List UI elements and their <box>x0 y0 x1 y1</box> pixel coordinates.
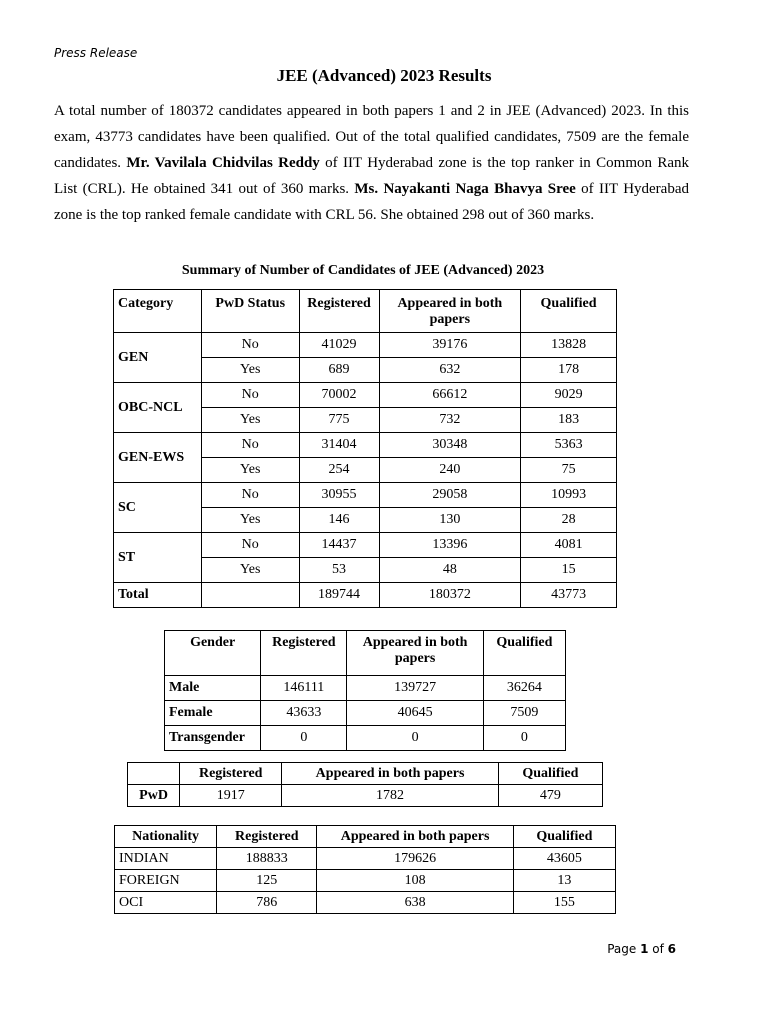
intro-paragraph <box>54 98 689 228</box>
gender-cell: Male <box>165 676 261 701</box>
pwd-label: PwD <box>128 785 180 807</box>
gender-table <box>164 630 566 751</box>
pwd-cell: Yes <box>201 358 299 383</box>
registered-cell: 1917 <box>180 785 282 807</box>
qualified-cell: 43605 <box>513 848 615 870</box>
qualified-cell: 13828 <box>521 333 617 358</box>
page-word: Page <box>607 942 641 956</box>
header-registered: Registered <box>299 290 379 333</box>
appeared-cell: 0 <box>347 726 483 751</box>
appeared-cell: 179626 <box>317 848 513 870</box>
category-summary-table <box>113 289 617 608</box>
registered-cell: 53 <box>299 558 379 583</box>
nationality-cell: FOREIGN <box>115 870 217 892</box>
appeared-cell: 130 <box>379 508 521 533</box>
category-cell: OBC-NCL <box>114 383 202 433</box>
appeared-cell: 40645 <box>347 701 483 726</box>
intro-text-3: of IIT Hyderabad zone is the top ranked female candidate with CRL 56. She obtained 298 out of 360 marks. <box>54 181 689 223</box>
appeared-cell: 66612 <box>379 383 521 408</box>
header-qualified: Qualified <box>521 290 617 333</box>
of-word: of <box>648 942 668 956</box>
category-cell: ST <box>114 533 202 583</box>
registered-cell: 188833 <box>217 848 317 870</box>
current-page: 1 <box>640 942 649 956</box>
registered-cell: 786 <box>217 892 317 914</box>
registered-cell: 254 <box>299 458 379 483</box>
qualified-cell: 75 <box>521 458 617 483</box>
qualified-cell: 36264 <box>483 676 565 701</box>
table-row <box>165 676 566 701</box>
intro-text-2: of IIT Hyderabad zone is the top ranker in Common Rank List (CRL). He obtained 341 out of 360 marks. <box>54 155 689 197</box>
qualified-cell: 183 <box>521 408 617 433</box>
appeared-cell: 240 <box>379 458 521 483</box>
qualified-cell: 28 <box>521 508 617 533</box>
table-row <box>165 726 566 751</box>
total-row <box>114 583 617 608</box>
header-appeared: Appeared in both papers <box>282 763 498 785</box>
pwd-cell: No <box>201 433 299 458</box>
appeared-cell: 30348 <box>379 433 521 458</box>
registered-cell: 43633 <box>261 701 347 726</box>
registered-cell: 125 <box>217 870 317 892</box>
table-row <box>128 785 603 807</box>
table-header-row <box>128 763 603 785</box>
table-row <box>114 433 617 458</box>
registered-cell: 31404 <box>299 433 379 458</box>
header-registered: Registered <box>180 763 282 785</box>
qualified-cell: 7509 <box>483 701 565 726</box>
topper-name: Mr. Vavilala Chidvilas Reddy <box>126 155 320 171</box>
total-pages: 6 <box>667 942 676 956</box>
table-header-row <box>165 631 566 676</box>
category-cell: SC <box>114 483 202 533</box>
header-registered: Registered <box>217 826 317 848</box>
appeared-cell: 48 <box>379 558 521 583</box>
header-pwd-status: PwD Status <box>201 290 299 333</box>
table-row <box>114 533 617 558</box>
table-header-row <box>114 290 617 333</box>
page-number <box>607 942 676 956</box>
pwd-cell: No <box>201 483 299 508</box>
registered-cell: 775 <box>299 408 379 433</box>
page-title: JEE (Advanced) 2023 Results <box>276 66 492 85</box>
gender-cell: Female <box>165 701 261 726</box>
qualified-cell: 0 <box>483 726 565 751</box>
header-appeared: Appeared in both papers <box>347 631 483 676</box>
table-row <box>114 483 617 508</box>
summary-table-title: Summary of Number of Candidates of JEE (Advanced) 2023 <box>181 263 545 278</box>
appeared-cell: 1782 <box>282 785 498 807</box>
qualified-cell: 43773 <box>521 583 617 608</box>
qualified-cell: 178 <box>521 358 617 383</box>
registered-cell: 146111 <box>261 676 347 701</box>
category-cell: GEN <box>114 333 202 383</box>
qualified-cell: 5363 <box>521 433 617 458</box>
appeared-cell: 39176 <box>379 333 521 358</box>
appeared-cell: 180372 <box>379 583 521 608</box>
registered-cell: 14437 <box>299 533 379 558</box>
appeared-cell: 29058 <box>379 483 521 508</box>
appeared-cell: 108 <box>317 870 513 892</box>
nationality-cell: INDIAN <box>115 848 217 870</box>
nationality-table <box>114 825 616 914</box>
header-gender: Gender <box>165 631 261 676</box>
appeared-cell: 732 <box>379 408 521 433</box>
qualified-cell: 13 <box>513 870 615 892</box>
header-qualified: Qualified <box>498 763 602 785</box>
appeared-cell: 13396 <box>379 533 521 558</box>
pwd-cell: Yes <box>201 458 299 483</box>
qualified-cell: 4081 <box>521 533 617 558</box>
press-release-label: Press Release <box>54 46 138 60</box>
qualified-cell: 15 <box>521 558 617 583</box>
header-qualified: Qualified <box>483 631 565 676</box>
pwd-cell: Yes <box>201 408 299 433</box>
registered-cell: 146 <box>299 508 379 533</box>
category-cell: GEN-EWS <box>114 433 202 483</box>
header-registered: Registered <box>261 631 347 676</box>
header-appeared: Appeared in both papers <box>317 826 513 848</box>
pwd-cell: No <box>201 383 299 408</box>
registered-cell: 0 <box>261 726 347 751</box>
pwd-cell: No <box>201 533 299 558</box>
pwd-table <box>127 762 603 807</box>
header-category: Category <box>114 290 202 333</box>
appeared-cell: 139727 <box>347 676 483 701</box>
registered-cell: 41029 <box>299 333 379 358</box>
table-row <box>115 848 616 870</box>
registered-cell: 70002 <box>299 383 379 408</box>
registered-cell: 189744 <box>299 583 379 608</box>
pwd-cell: Yes <box>201 508 299 533</box>
qualified-cell: 10993 <box>521 483 617 508</box>
table-row <box>115 870 616 892</box>
table-header-row <box>115 826 616 848</box>
header-qualified: Qualified <box>513 826 615 848</box>
qualified-cell: 155 <box>513 892 615 914</box>
intro-text-1: A total number of 180372 candidates appeared in both papers 1 and 2 in JEE (Advanced) 2023. In this exam, 43773 candidates have been qualified. Out of the total qualified candidates, 7509 are the female candidates. <box>54 103 689 171</box>
registered-cell: 30955 <box>299 483 379 508</box>
female-topper-name: Ms. Nayakanti Naga Bhavya Sree <box>354 181 576 197</box>
appeared-cell: 638 <box>317 892 513 914</box>
header-appeared: Appeared in both papers <box>379 290 521 333</box>
total-label: Total <box>114 583 202 608</box>
header-nationality: Nationality <box>115 826 217 848</box>
empty-cell <box>201 583 299 608</box>
table-row <box>115 892 616 914</box>
pwd-cell: No <box>201 333 299 358</box>
qualified-cell: 479 <box>498 785 602 807</box>
gender-cell: Transgender <box>165 726 261 751</box>
registered-cell: 689 <box>299 358 379 383</box>
nationality-cell: OCI <box>115 892 217 914</box>
appeared-cell: 632 <box>379 358 521 383</box>
table-row <box>114 383 617 408</box>
table-row <box>114 333 617 358</box>
pwd-cell: Yes <box>201 558 299 583</box>
qualified-cell: 9029 <box>521 383 617 408</box>
empty-cell <box>128 763 180 785</box>
table-row <box>165 701 566 726</box>
